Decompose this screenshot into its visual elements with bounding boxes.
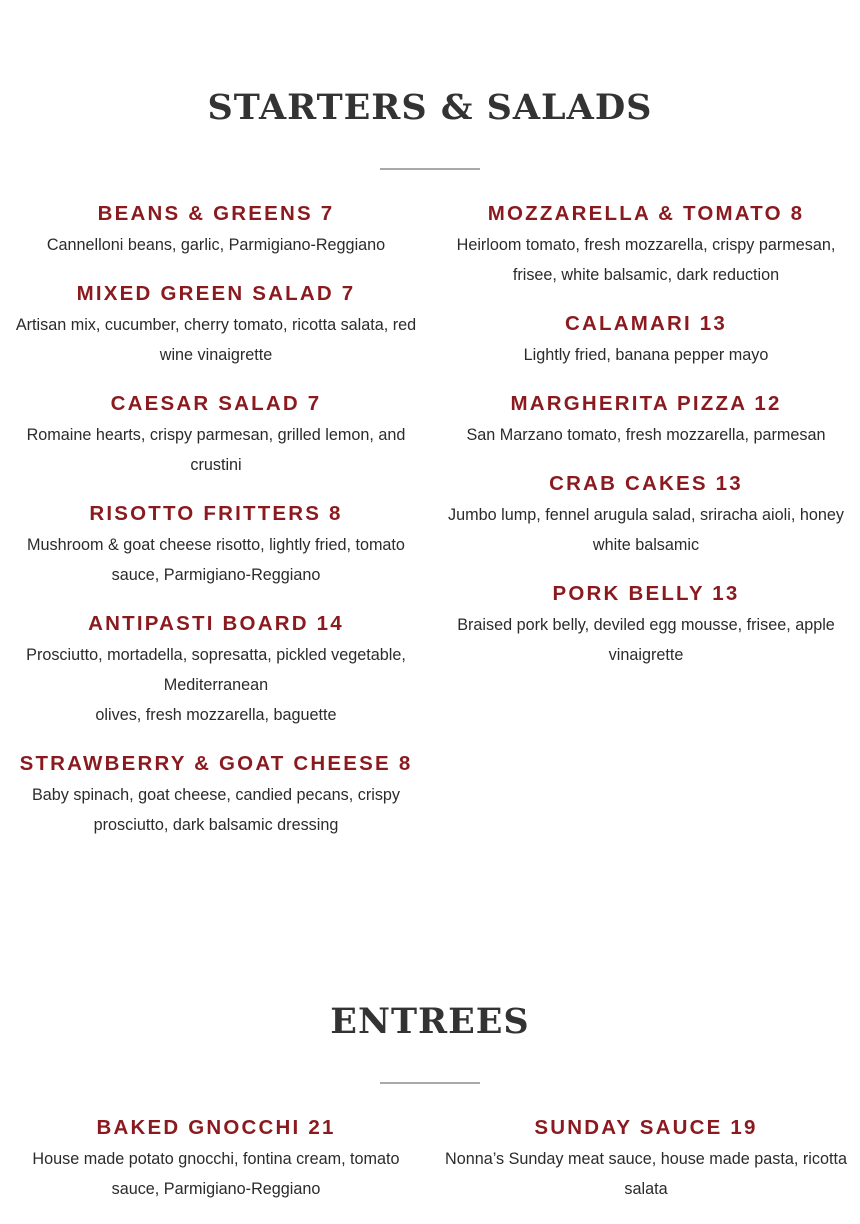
- item-description: Cannelloni beans, garlic, Parmigiano-Reggiano: [46, 236, 386, 254]
- item-description: Heirloom tomato, fresh mozzarella, crispy parmesan, frisee, white balsamic, dark reduction: [456, 236, 836, 284]
- item-name: BAKED GNOCCHI 21: [96, 1116, 336, 1139]
- item-name: STRAWBERRY & GOAT CHEESE 8: [19, 752, 413, 775]
- item-name: SUNDAY SAUCE 19: [534, 1116, 758, 1139]
- menu-item: [0, 1114, 432, 1204]
- item-name: MIXED GREEN SALAD 7: [76, 282, 356, 305]
- item-description: Baby spinach, goat cheese, candied pecans, crispy prosciutto, dark balsamic dressing: [31, 786, 401, 834]
- starters-left-column: [0, 200, 432, 860]
- item-description: House made potato gnocchi, fontina cream, tomato sauce, Parmigiano-Reggiano: [32, 1150, 400, 1198]
- item-name: RISOTTO FRITTERS 8: [89, 502, 343, 525]
- menu-item: [0, 610, 432, 730]
- item-name: CAESAR SALAD 7: [110, 392, 322, 415]
- item-name: MOZZARELLA & TOMATO 8: [487, 202, 805, 225]
- entrees-left-column: [0, 1114, 432, 1224]
- starters-right-column: [430, 200, 860, 690]
- menu-item: [0, 280, 432, 370]
- item-description: Prosciutto, mortadella, sopresatta, pickled vegetable, Mediterranean olives, fresh mozzarella, baguette: [26, 646, 406, 724]
- item-description: San Marzano tomato, fresh mozzarella, parmesan: [466, 426, 826, 444]
- section-divider: [380, 168, 480, 170]
- section-divider: [380, 1082, 480, 1084]
- item-name: BEANS & GREENS 7: [97, 202, 335, 225]
- menu-item: [430, 200, 860, 290]
- menu-item: [430, 470, 860, 560]
- menu-item: [430, 310, 860, 370]
- item-description: Artisan mix, cucumber, cherry tomato, ricotta salata, red wine vinaigrette: [15, 316, 417, 364]
- menu-item: [430, 390, 860, 450]
- item-description: Braised pork belly, deviled egg mousse, frisee, apple vinaigrette: [457, 616, 835, 664]
- menu-item: [0, 200, 432, 260]
- item-description: Romaine hearts, crispy parmesan, grilled lemon, and crustini: [26, 426, 406, 474]
- menu-item: [430, 1114, 860, 1204]
- item-name: ANTIPASTI BOARD 14: [88, 612, 344, 635]
- menu-item: [0, 750, 432, 840]
- section-title-starters: STARTERS & SALADS: [207, 87, 653, 128]
- menu-item: [430, 580, 860, 670]
- entrees-right-column: [430, 1114, 860, 1224]
- item-name: MARGHERITA PIZZA 12: [510, 392, 782, 415]
- item-description: Mushroom & goat cheese risotto, lightly fried, tomato sauce, Parmigiano-Reggiano: [27, 536, 405, 584]
- item-name: CRAB CAKES 13: [549, 472, 743, 495]
- item-name: CALAMARI 13: [564, 312, 727, 335]
- item-description: Nonna’s Sunday meat sauce, house made pasta, ricotta salata: [445, 1150, 847, 1198]
- item-name: PORK BELLY 13: [552, 582, 740, 605]
- menu-item: [0, 500, 432, 590]
- item-description: Jumbo lump, fennel arugula salad, sriracha aioli, honey white balsamic: [448, 506, 844, 554]
- section-title-entrees: ENTREES: [330, 1001, 530, 1042]
- menu-item: [0, 390, 432, 480]
- item-description: Lightly fried, banana pepper mayo: [523, 346, 769, 364]
